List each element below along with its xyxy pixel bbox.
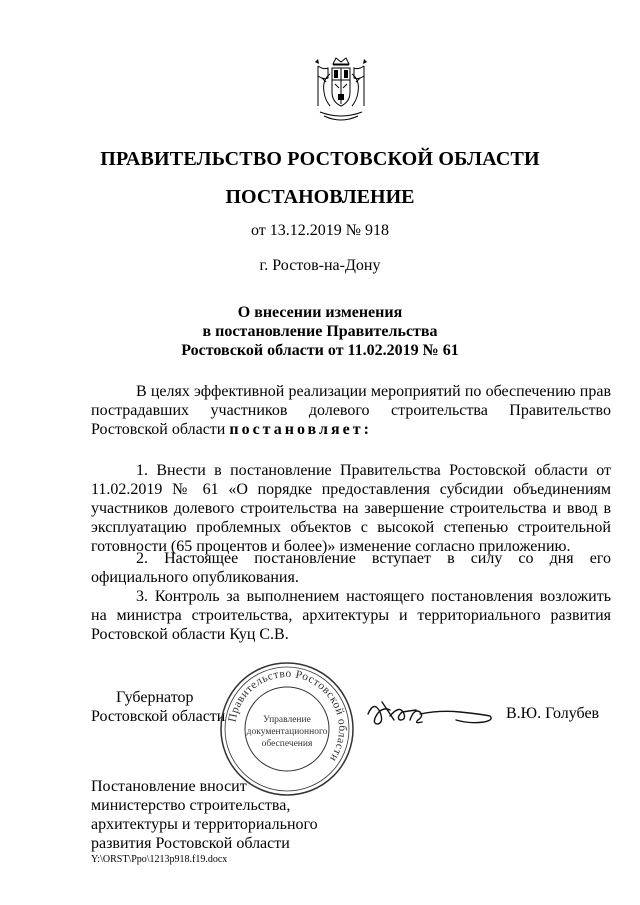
submitter-line: архитектуры и территориального	[91, 816, 318, 833]
stamp-center-line: обеспечения	[261, 739, 313, 749]
subject-line: О внесении изменения	[237, 304, 403, 321]
document-city: г. Ростов-на-Дону	[259, 257, 381, 274]
submitter-line: развития Ростовской области	[91, 835, 290, 852]
item-3-text: 3. Контроль за выполнением настоящего постановления возложить на министра строительства, архитектуры и территориального развития Ростовской области Куц С.В.	[91, 588, 611, 643]
resolution-item-3	[91, 587, 611, 644]
stamp-ring-text: Правительство Ростовской области	[226, 667, 349, 764]
decree-word: постановляет	[229, 421, 364, 438]
file-path: Y:\ORST\Ppo\1213p918.f19.docx	[91, 854, 228, 865]
document-subject	[0, 303, 640, 360]
document-date-number: от 13.12.2019 № 918	[250, 222, 390, 239]
preamble-paragraph	[91, 382, 611, 439]
submitter-block	[91, 777, 318, 853]
subject-line: в постановление Правительства	[202, 323, 438, 340]
stamp-center-line: Управление	[263, 715, 311, 725]
governor-position	[91, 688, 225, 726]
resolution-item-1	[91, 461, 611, 556]
coat-of-arms-icon	[312, 56, 370, 126]
submitter-line: Постановление вносит	[91, 778, 247, 795]
item-2-text: 2. Настоящее постановление вступает в силу со дня его официального опубликования.	[91, 550, 611, 586]
stamp-center-line: документационного	[246, 727, 328, 737]
governor-name: В.Ю. Голубев	[506, 705, 600, 722]
governor-region: Ростовской области	[91, 708, 226, 725]
item-1-text: 1. Внести в постановление Правительства Ростовской области от 11.02.2019 № 61 «О порядке предоставления субсидии объединениям участников долевого строительства на завершение строительства и ввод в эксплуатацию проблемных объектов с высокой степенью строительной готовности (65 процентов и более)» изменение согласно приложению.	[91, 462, 611, 555]
resolution-item-2	[91, 549, 611, 587]
handwritten-signature	[360, 690, 500, 734]
governor-title: Губернатор	[116, 689, 194, 706]
government-title: ПРАВИТЕЛЬСТВО РОСТОВСКОЙ ОБЛАСТИ	[100, 148, 540, 170]
submitter-line: министерство строительства,	[91, 797, 291, 814]
subject-line: Ростовской области от 11.02.2019 № 61	[181, 342, 459, 359]
document-type-title: ПОСТАНОВЛЕНИЕ	[225, 186, 415, 208]
decree-colon: :	[363, 421, 372, 438]
preamble-text: В целях эффективной реализации мероприятий по обеспечению прав пострадавших участников долевого строительства Правительство Ростовской области	[91, 383, 611, 438]
